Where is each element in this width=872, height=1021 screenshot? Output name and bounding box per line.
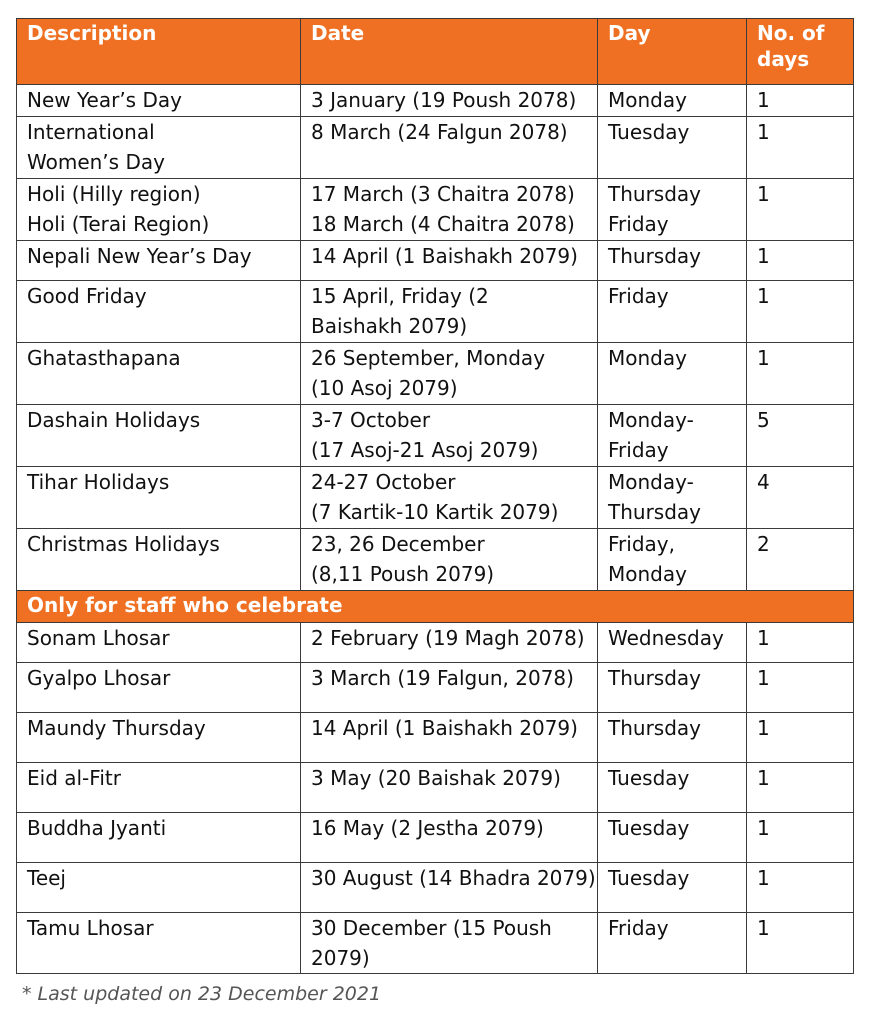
day-line: Tuesday (608, 816, 690, 840)
date-line: 3-7 October (311, 408, 431, 432)
description-cell (17, 343, 301, 405)
date-line: 23, 26 December (311, 532, 485, 556)
description-line: New Year’s Day (27, 88, 182, 112)
day-cell (598, 85, 747, 117)
day-line: Thursday (608, 500, 701, 524)
days-cell: 1 (747, 241, 854, 281)
description-line: Good Friday (27, 284, 147, 308)
day-cell (598, 281, 747, 343)
day-cell (598, 343, 747, 405)
description-line: Holi (Terai Region) (27, 212, 210, 236)
day-cell (598, 913, 747, 974)
date-line: 14 April (1 Baishakh 2079) (311, 716, 578, 740)
days-cell: 1 (747, 913, 854, 974)
day-cell (598, 241, 747, 281)
table-row (17, 763, 854, 813)
description-cell (17, 623, 301, 663)
day-cell (598, 663, 747, 713)
day-line: Thursday (608, 716, 701, 740)
description-cell (17, 405, 301, 467)
day-cell (598, 405, 747, 467)
day-line: Thursday (608, 244, 701, 268)
day-line: Tuesday (608, 120, 690, 144)
table-row (17, 529, 854, 591)
date-line: 24-27 October (311, 470, 456, 494)
date-cell (301, 863, 598, 913)
days-cell: 5 (747, 405, 854, 467)
days-cell: 1 (747, 623, 854, 663)
description-cell (17, 467, 301, 529)
date-line: 3 May (20 Baishak 2079) (311, 766, 561, 790)
table-row (17, 663, 854, 713)
date-line: 3 January (19 Poush 2078) (311, 88, 577, 112)
header-row (17, 19, 854, 85)
date-line: 18 March (4 Chaitra 2078) (311, 212, 575, 236)
description-cell (17, 85, 301, 117)
optional-holidays (17, 623, 854, 974)
days-cell: 1 (747, 281, 854, 343)
date-cell (301, 763, 598, 813)
description-line: Women’s Day (27, 150, 165, 174)
days-cell: 1 (747, 713, 854, 763)
day-cell (598, 117, 747, 179)
date-cell (301, 623, 598, 663)
table-row (17, 713, 854, 763)
date-cell (301, 281, 598, 343)
header-no-of-days-line1: No. of (757, 21, 825, 45)
table-row (17, 467, 854, 529)
date-cell (301, 713, 598, 763)
description-line: Sonam Lhosar (27, 626, 170, 650)
day-cell (598, 467, 747, 529)
date-cell (301, 663, 598, 713)
date-cell (301, 343, 598, 405)
description-line: Eid al-Fitr (27, 766, 121, 790)
days-cell: 1 (747, 85, 854, 117)
date-line: 17 March (3 Chaitra 2078) (311, 182, 575, 206)
date-line: 16 May (2 Jestha 2079) (311, 816, 544, 840)
date-line: 30 August (14 Bhadra 2079) (311, 866, 596, 890)
general-holidays (17, 85, 854, 591)
day-line: Thursday (608, 666, 701, 690)
header-description: Description (17, 19, 301, 85)
table-row (17, 913, 854, 974)
description-line: Nepali New Year’s Day (27, 244, 252, 268)
footnote: * Last updated on 23 December 2021 (22, 983, 382, 1005)
day-line: Wednesday (608, 626, 724, 650)
holiday-table (16, 18, 854, 974)
day-line: Monday (608, 88, 687, 112)
days-cell: 1 (747, 813, 854, 863)
day-line: Friday (608, 212, 669, 236)
description-cell (17, 241, 301, 281)
date-line: 3 March (19 Falgun, 2078) (311, 666, 574, 690)
date-line: 15 April, Friday (2 (311, 284, 489, 308)
description-line: Holi (Hilly region) (27, 182, 201, 206)
description-cell (17, 281, 301, 343)
description-cell (17, 663, 301, 713)
days-cell: 1 (747, 343, 854, 405)
days-cell: 2 (747, 529, 854, 591)
date-cell (301, 117, 598, 179)
description-cell (17, 863, 301, 913)
table-row (17, 343, 854, 405)
description-cell (17, 713, 301, 763)
days-cell: 1 (747, 117, 854, 179)
description-line: Ghatasthapana (27, 346, 181, 370)
date-line: (8,11 Poush 2079) (311, 562, 495, 586)
date-line: 14 April (1 Baishakh 2079) (311, 244, 578, 268)
day-cell (598, 713, 747, 763)
date-line: 2 February (19 Magh 2078) (311, 626, 585, 650)
date-line: (17 Asoj-21 Asoj 2079) (311, 438, 539, 462)
day-line: Friday, (608, 532, 675, 556)
header-no-of-days-line2: days (757, 47, 810, 71)
table-row (17, 179, 854, 241)
description-line: Tamu Lhosar (27, 916, 154, 940)
table-row (17, 863, 854, 913)
date-cell (301, 405, 598, 467)
date-line: (7 Kartik-10 Kartik 2079) (311, 500, 559, 524)
table-row (17, 623, 854, 663)
date-line: Baishakh 2079) (311, 314, 468, 338)
day-cell (598, 179, 747, 241)
day-cell (598, 529, 747, 591)
table-row (17, 241, 854, 281)
date-cell (301, 913, 598, 974)
date-cell (301, 813, 598, 863)
date-line: (10 Asoj 2079) (311, 376, 458, 400)
day-line: Tuesday (608, 766, 690, 790)
day-cell (598, 763, 747, 813)
day-line: Monday (608, 346, 687, 370)
date-line: 30 December (15 Poush (311, 916, 552, 940)
day-line: Thursday (608, 182, 701, 206)
description-line: Gyalpo Lhosar (27, 666, 171, 690)
days-cell: 4 (747, 467, 854, 529)
day-line: Friday (608, 916, 669, 940)
description-cell (17, 813, 301, 863)
day-cell (598, 623, 747, 663)
days-cell: 1 (747, 763, 854, 813)
description-line: International (27, 120, 155, 144)
description-cell (17, 763, 301, 813)
table-row (17, 85, 854, 117)
description-cell (17, 913, 301, 974)
description-line: Buddha Jyanti (27, 816, 167, 840)
description-cell (17, 529, 301, 591)
header-no-of-days (747, 19, 854, 85)
date-cell (301, 529, 598, 591)
days-cell: 1 (747, 663, 854, 713)
header-day: Day (598, 19, 747, 85)
table-row (17, 281, 854, 343)
day-line: Monday (608, 562, 687, 586)
date-cell (301, 241, 598, 281)
day-line: Friday (608, 438, 669, 462)
day-line: Monday- (608, 470, 694, 494)
description-line: Tihar Holidays (27, 470, 170, 494)
header-date: Date (301, 19, 598, 85)
day-cell (598, 863, 747, 913)
optional-section (17, 591, 854, 623)
day-line: Tuesday (608, 866, 690, 890)
days-cell: 1 (747, 863, 854, 913)
description-cell (17, 117, 301, 179)
day-line: Friday (608, 284, 669, 308)
table-row (17, 405, 854, 467)
description-cell (17, 179, 301, 241)
description-line: Teej (27, 866, 66, 890)
section-header-row (17, 591, 854, 623)
date-line: 8 March (24 Falgun 2078) (311, 120, 568, 144)
date-line: 26 September, Monday (311, 346, 546, 370)
date-cell (301, 85, 598, 117)
description-line: Christmas Holidays (27, 532, 220, 556)
day-cell (598, 813, 747, 863)
table-row (17, 117, 854, 179)
date-line: 2079) (311, 946, 370, 970)
description-line: Dashain Holidays (27, 408, 201, 432)
date-cell (301, 467, 598, 529)
section-title: Only for staff who celebrate (17, 591, 854, 623)
date-cell (301, 179, 598, 241)
description-line: Maundy Thursday (27, 716, 206, 740)
day-line: Monday- (608, 408, 694, 432)
table-row (17, 813, 854, 863)
days-cell: 1 (747, 179, 854, 241)
